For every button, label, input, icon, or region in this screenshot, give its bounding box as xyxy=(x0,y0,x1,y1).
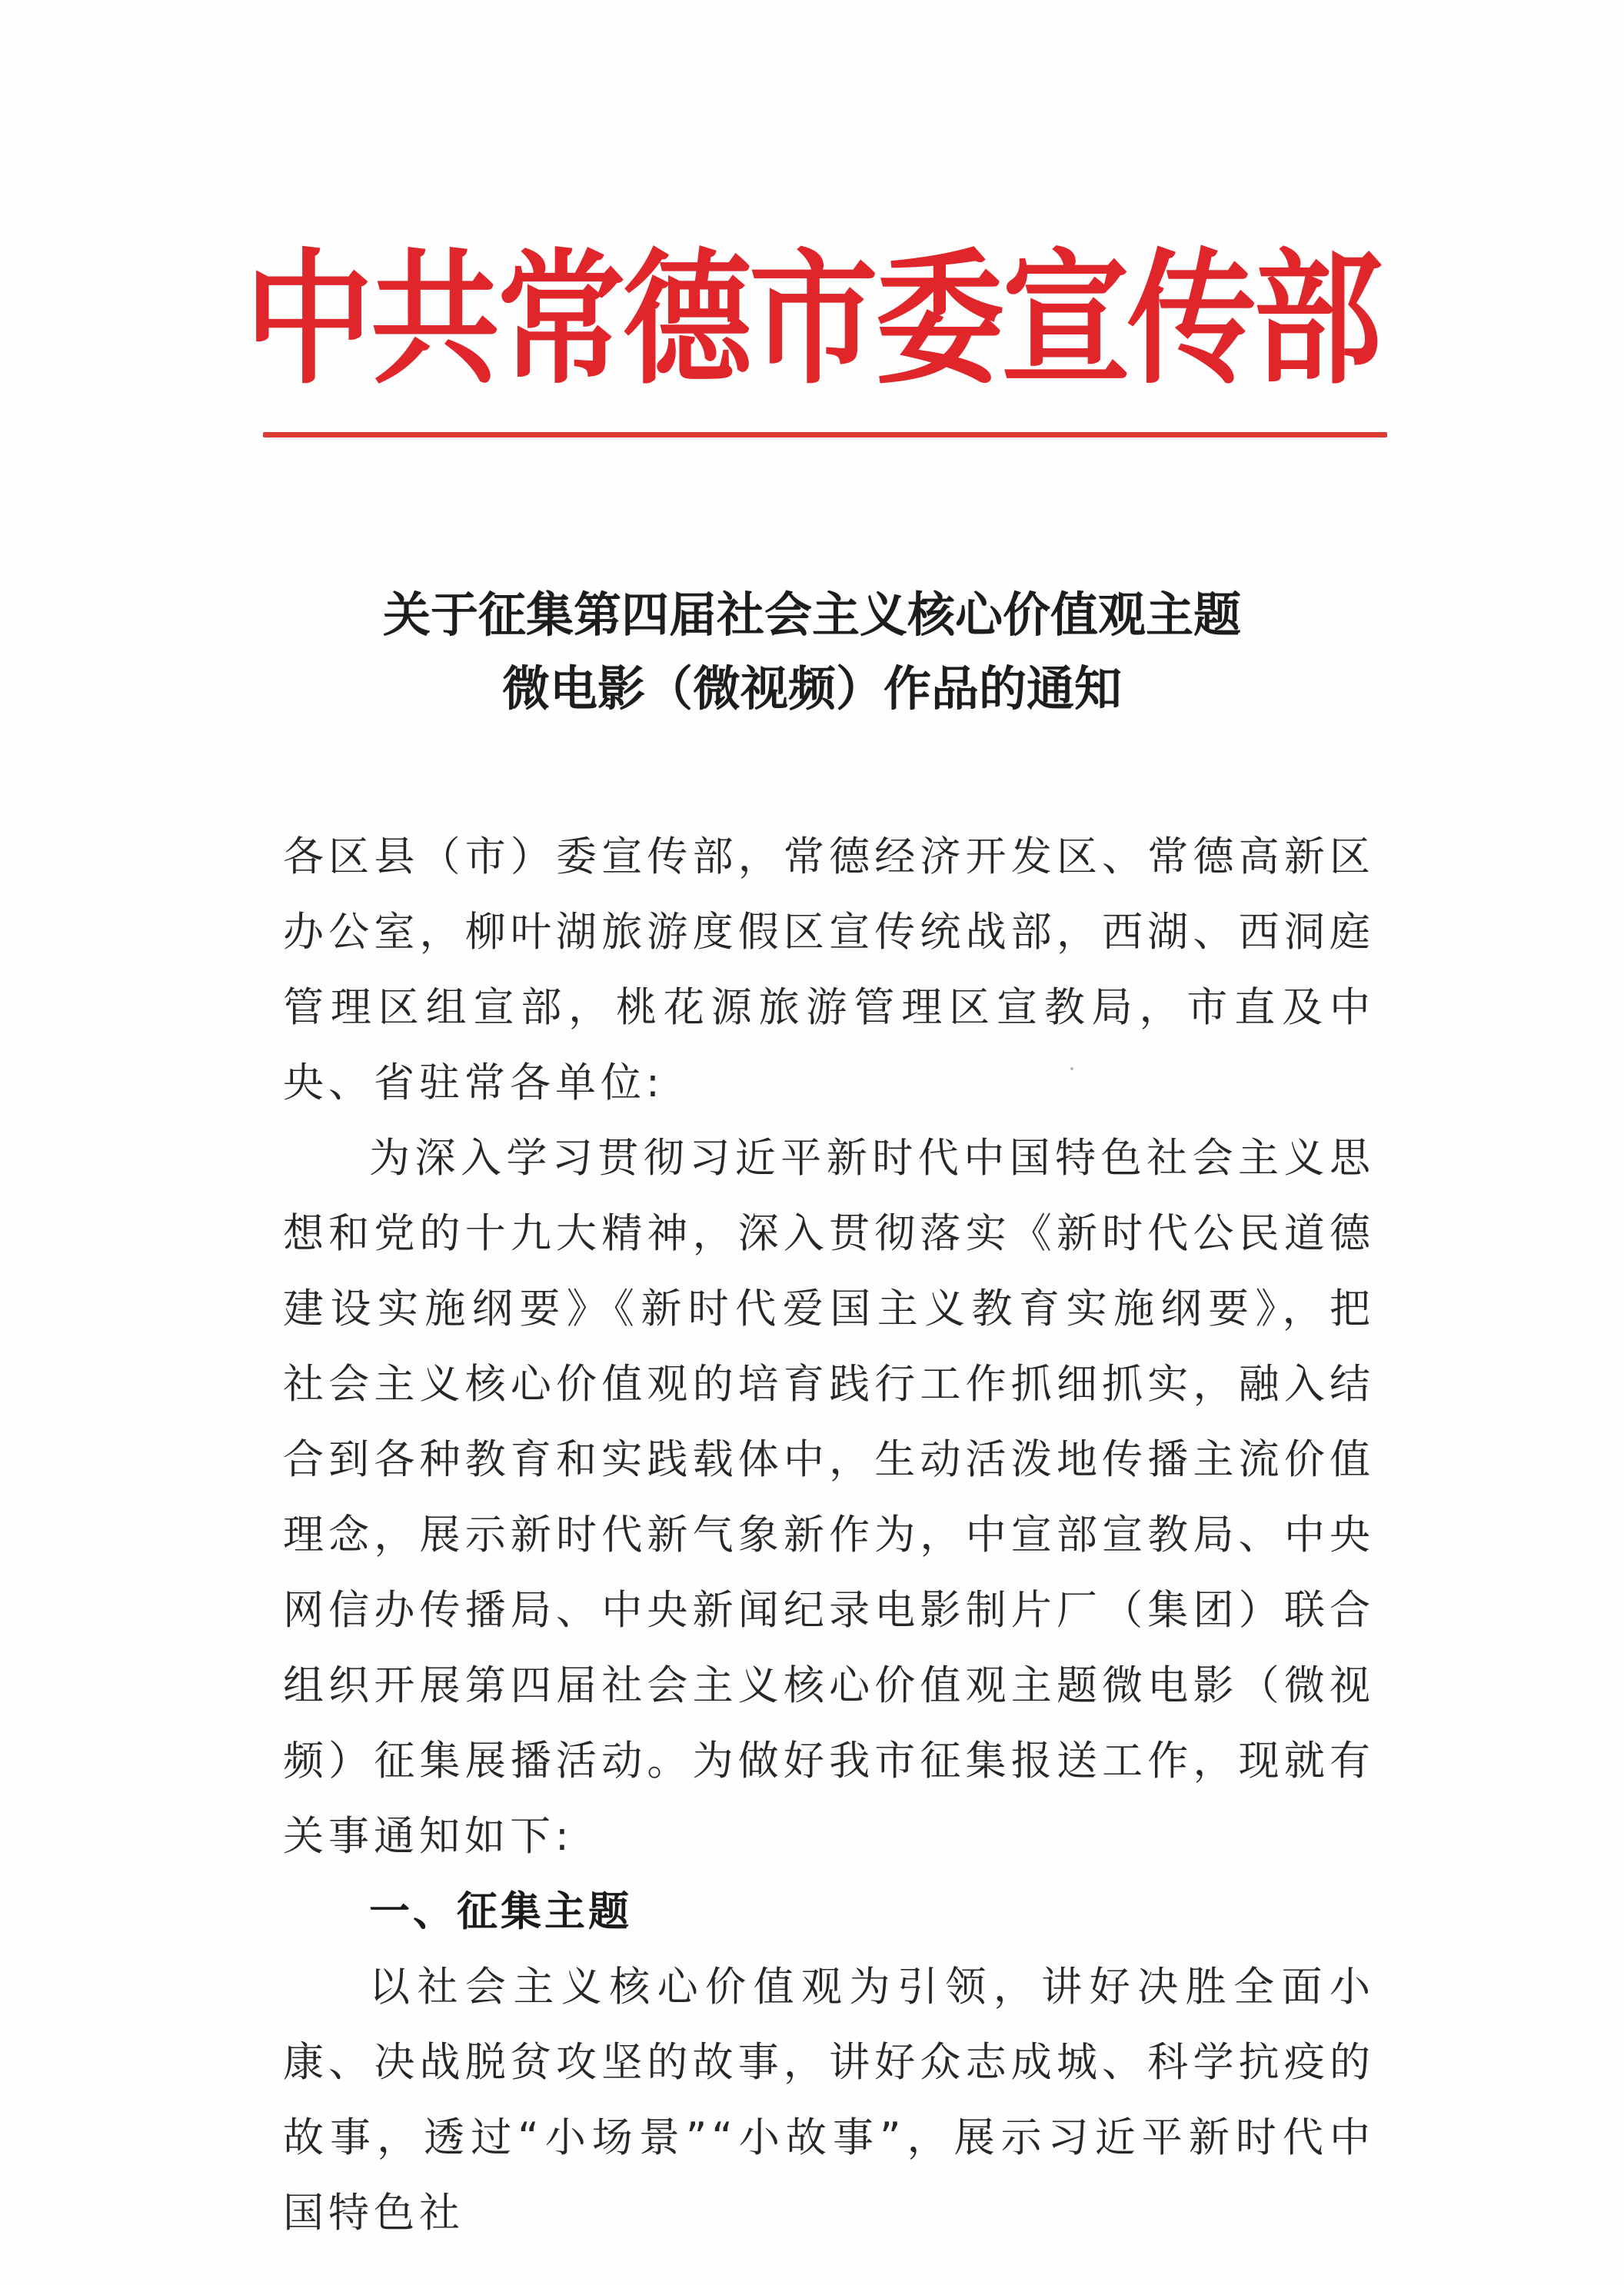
document-body xyxy=(283,820,1375,2251)
document-title-line-1: 关于征集第四届社会主义核心价值观主题 xyxy=(382,587,1241,643)
intro-paragraph: 为深入学习贯彻习近平新时代中国特色社会主义思想和党的十九大精神，深入贯彻落实《新时代公民道德建设实施纲要》《新时代爱国主义教育实施纲要》，把社会主义核心价值观的培育践行工作抓细抓实，融入结合到各种教育和实践载体中，生动活泼地传播主流价值理念，展示新时代新气象新作为，中宣部宣教局、中央网信办传播局、中央新闻纪录电影制片厂（集团）联合组织开展第四届社会主义核心价值观主题微电影（微视频）征集展播活动。为做好我市征集报送工作，现就有关事通知如下: xyxy=(283,1135,1375,1860)
letterhead-red-rule xyxy=(263,432,1387,437)
document-title-line-2: 微电影（微视频）作品的通知 xyxy=(501,660,1122,717)
document-title xyxy=(0,578,1624,726)
section-1-heading: 一、征集主题 xyxy=(369,1888,632,1935)
addressee-paragraph: 各区县（市）委宣传部，常德经济开发区、常德高新区办公室，柳叶湖旅游度假区宣传统战部，西湖、西洞庭管理区组宣部，桃花源旅游管理区宣教局，市直及中央、省驻常各单位: xyxy=(283,833,1375,1106)
section-1-paragraph: 以社会主义核心价值观为引领，讲好决胜全面小康、决战脱贫攻坚的故事，讲好众志成城、科学抗疫的故事，透过“小场景”“小故事”，展示习近平新时代中国特色社 xyxy=(283,1964,1375,2237)
scan-speck xyxy=(1070,1067,1073,1070)
org-letterhead-title: 中共常德市委宣传部 xyxy=(245,233,1379,404)
